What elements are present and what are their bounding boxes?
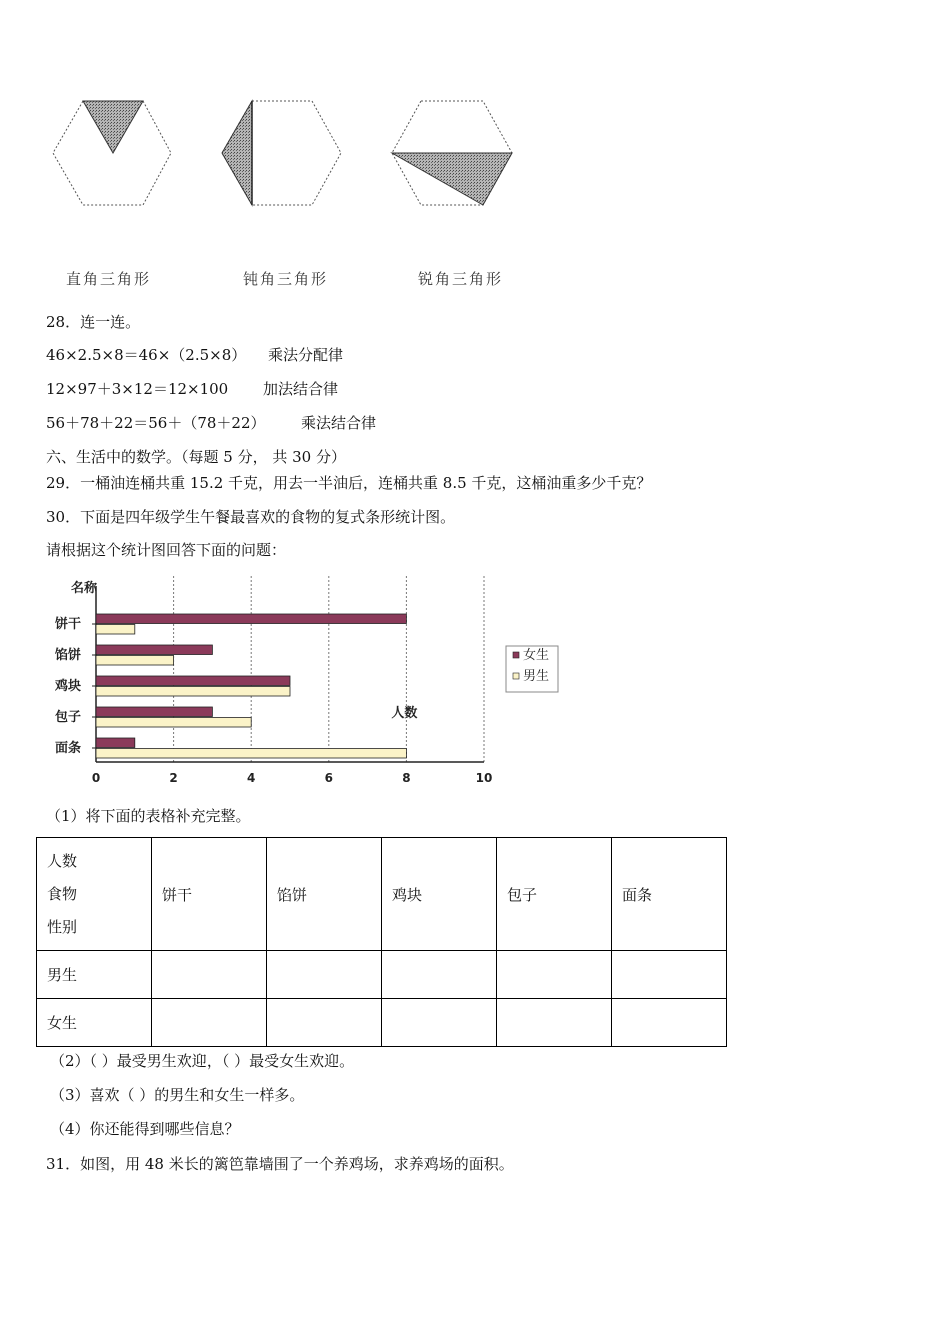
bar-girls xyxy=(96,738,135,748)
row-label-girls: 女生 xyxy=(37,999,152,1047)
bar-girls xyxy=(96,707,212,717)
answer-cell[interactable] xyxy=(382,999,497,1047)
hexagon-figures xyxy=(0,80,560,220)
x-tick-label: 8 xyxy=(402,771,411,785)
bar-boys xyxy=(96,749,406,759)
legend-swatch xyxy=(513,652,519,658)
q29-text: 29．一桶油连桶共重 15.2 千克，用去一半油后，连桶共重 8.5 千克，这桶油重多少千克？ xyxy=(46,474,652,492)
bar-girls xyxy=(96,645,212,655)
food-header: 面条 xyxy=(612,838,727,951)
q28-expr-2: 12×97＋3×12＝12×100 xyxy=(46,380,229,398)
food-bar-chart xyxy=(40,570,580,795)
hexagon-acute-triangle xyxy=(392,101,512,205)
x-tick-label: 4 xyxy=(247,771,256,785)
answer-cell[interactable] xyxy=(267,999,382,1047)
bar-boys xyxy=(96,687,290,697)
x-tick-label: 0 xyxy=(91,771,101,785)
bar-girls xyxy=(96,614,406,624)
header-line-count: 人数 xyxy=(47,851,78,870)
bar-girls xyxy=(96,676,290,686)
label-acute-triangle: 锐角三角形 xyxy=(418,270,504,288)
legend-label: 男生 xyxy=(523,669,550,684)
header-line-food: 食物 xyxy=(47,884,78,903)
q31-text: 31．如图，用 48 米长的篱笆靠墙围了一个养鸡场，求养鸡场的面积。 xyxy=(46,1155,514,1173)
answer-cell[interactable] xyxy=(612,999,727,1047)
category-label: 包子 xyxy=(54,710,82,725)
food-header: 鸡块 xyxy=(382,838,497,951)
food-header: 馅饼 xyxy=(267,838,382,951)
section6-title: 六、生活中的数学。（每题 5 分， 共 30 分） xyxy=(46,448,346,466)
q30-instruction: 请根据这个统计图回答下面的问题： xyxy=(46,541,287,559)
q30-part1: （1）将下面的表格补充完整。 xyxy=(46,807,251,825)
label-obtuse-triangle: 钝角三角形 xyxy=(243,270,329,288)
q30-text: 30．下面是四年级学生午餐最喜欢的食物的复式条形统计图。 xyxy=(46,508,456,526)
bar-boys xyxy=(96,656,174,666)
y-axis-label: 名称 xyxy=(70,581,98,596)
header-line-gender: 性别 xyxy=(47,917,78,936)
x-axis-label: 人数 xyxy=(391,706,418,721)
q28-law-2[interactable]: 加法结合律 xyxy=(263,380,339,398)
bar-boys xyxy=(96,718,251,728)
q30-part2: （2）（ ）最受男生欢迎，（ ）最受女生欢迎。 xyxy=(50,1052,355,1070)
food-header: 饼干 xyxy=(152,838,267,951)
row-label-boys: 男生 xyxy=(37,951,152,999)
category-label: 鸡块 xyxy=(54,679,82,694)
q28-title: 28．连一连。 xyxy=(46,313,141,331)
category-label: 饼干 xyxy=(54,617,82,632)
q28-expr-3: 56＋78＋22＝56＋（78＋22） xyxy=(46,414,266,432)
hexagon-right-triangle xyxy=(53,101,171,205)
q28-law-3[interactable]: 乘法结合律 xyxy=(301,414,377,432)
category-label: 面条 xyxy=(54,741,82,756)
answer-cell[interactable] xyxy=(152,951,267,999)
q30-part4: （4）你还能得到哪些信息？ xyxy=(50,1120,240,1138)
label-right-triangle: 直角三角形 xyxy=(66,270,152,288)
q30-part3: （3）喜欢（ ）的男生和女生一样多。 xyxy=(50,1086,305,1104)
x-tick-label: 2 xyxy=(169,771,178,785)
header-diagonal-cell xyxy=(37,838,152,951)
category-label: 馅饼 xyxy=(54,648,82,663)
x-tick-label: 6 xyxy=(324,771,333,785)
legend-swatch xyxy=(513,673,519,679)
answer-cell[interactable] xyxy=(497,951,612,999)
q28-expr-1: 46×2.5×8＝46×（2.5×8） xyxy=(46,346,247,364)
bar-boys xyxy=(96,625,135,635)
answer-cell[interactable] xyxy=(382,951,497,999)
legend-label: 女生 xyxy=(523,648,550,663)
answer-cell[interactable] xyxy=(497,999,612,1047)
q28-law-1[interactable]: 乘法分配律 xyxy=(268,346,344,364)
fill-in-table xyxy=(36,837,727,1047)
answer-cell[interactable] xyxy=(267,951,382,999)
x-tick-label: 10 xyxy=(475,771,493,785)
food-header: 包子 xyxy=(497,838,612,951)
hexagon-obtuse-triangle xyxy=(222,101,341,205)
answer-cell[interactable] xyxy=(612,951,727,999)
answer-cell[interactable] xyxy=(152,999,267,1047)
